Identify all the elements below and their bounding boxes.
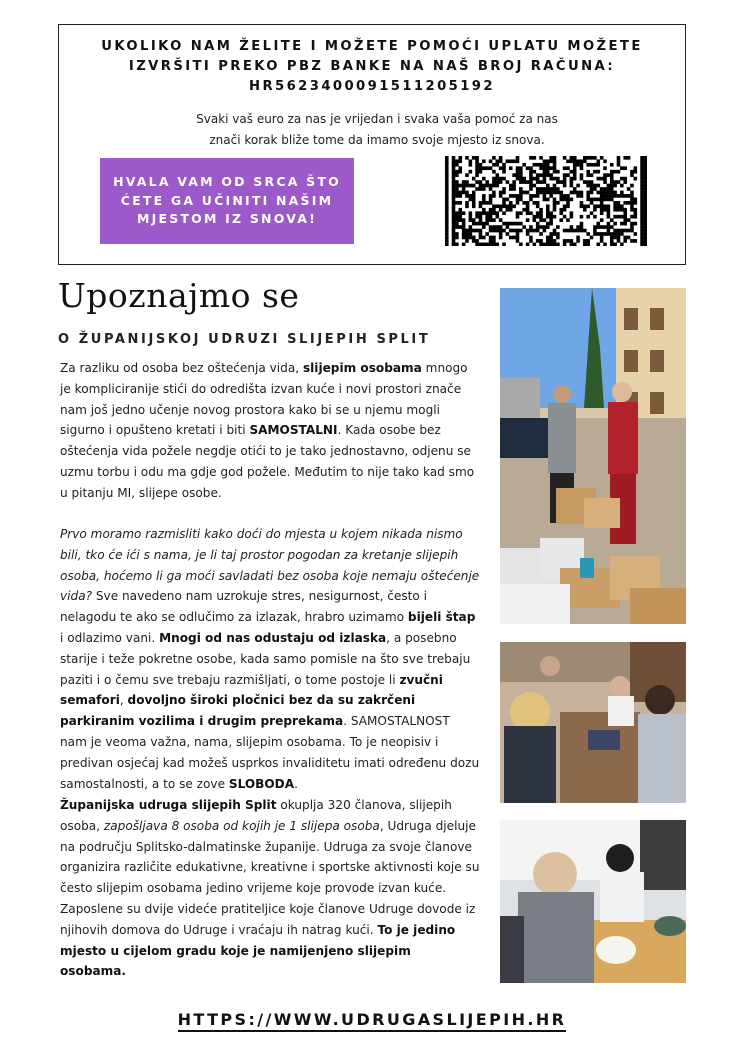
website-url-text[interactable]: HTTPS://WWW.UDRUGASLIJEPIH.HR — [178, 1010, 567, 1032]
text-run: . Kada osobe bez oštećenja vida požele negdje otići to je tako jednostavno, odjenu se uzmu torbu i odu ma gdje god požele. Međutim to nije tako kad smo u pitanju MI, slijepe osobe. — [60, 423, 475, 500]
thanks-line: MJESTOM IZ SNOVA! — [137, 211, 317, 227]
text-run: i odlazimo vani. — [60, 630, 160, 645]
text-bold: dovoljno široki pločnici bez da su zakrčeni parkiranim vozilima i drugim preprekama — [60, 693, 416, 729]
photo-members-at-table — [500, 642, 686, 803]
paragraph-association — [60, 795, 480, 982]
text-run: okuplja 320 članova, slijepih osoba, — [60, 798, 452, 833]
donation-heading-line: UKOLIKO NAM ŽELITE I MOŽETE POMOĆI UPLATU MOŽETE — [101, 39, 643, 54]
text-italic: zapošljava 8 osoba od kojih je 1 slijepa osoba — [103, 818, 380, 833]
text-run: Sve navedeno nam uzrokuje stres, nesigurnost, često i nelagodu te ako se odlučimo za izlazak, hrabro uzimamo — [60, 589, 428, 625]
text-run: . — [294, 776, 298, 791]
bank-account-number: HR5623400091511205192 — [249, 79, 495, 94]
thanks-line: HVALA VAM OD SRCA ŠTO — [113, 174, 341, 190]
paragraph-challenges — [60, 524, 480, 794]
text-bold: To je jedino mjesto u cijelom gradu koje je namijenjeno slijepim osobama. — [60, 922, 456, 979]
text-run: Za razliku od osoba bez oštećenja vida, — [60, 361, 303, 375]
donation-note: Svaki vaš euro za nas je vrijedan i svaka vaša pomoć za nas znači korak bliže tome da imamo svoje mjesto iz snova. — [196, 112, 558, 147]
text-bold: SLOBODA — [228, 776, 295, 791]
photo-volunteers-with-boxes — [500, 288, 686, 624]
text-bold: slijepim osobama — [302, 361, 422, 375]
text-bold: bijeli štap — [407, 610, 476, 625]
text-run: , Udruga djeluje na području Splitsko-dalmatinske županije. Udruga za svoje članove organizira različite edukativne, kreativne i sportske aktivnosti koje su često slijepim osobama jedino vrijeme koje provode izvan kuće. Zaposlene su dvije videće pratiteljice koje članove Udruge dovode iz njihovih domova do Udruge i vraćaju ih natrag kući. — [60, 818, 480, 937]
section-subtitle: O ŽUPANIJSKOJ UDRUZI SLIJEPIH SPLIT — [58, 332, 431, 347]
text-run: mnogo je kompliciranije stići do odredišta izvan kuće i novi prostori znače nam još jedno učenje novog prostora kako bi se u njemu mogli sigurno i opušteno kretati i biti — [60, 361, 468, 438]
thanks-banner — [100, 158, 354, 244]
page-title: Upoznajmo se — [58, 276, 300, 315]
website-url[interactable] — [0, 1010, 744, 1029]
payment-barcode — [445, 156, 647, 246]
text-bold: zvučni semafori — [60, 672, 443, 708]
text-run: , a posebno starije i teže pokretne osobe, kada samo pomisle na što sve trebaju paziti i o čemu sve trebaju razmišljati, o tome postoje li — [60, 630, 471, 687]
photo-knitting-workshop — [500, 820, 686, 983]
text-bold: Županijska udruga slijepih Split — [60, 798, 277, 812]
thanks-line: ĆETE GA UČINITI NAŠIM — [120, 192, 334, 208]
donation-heading — [59, 37, 685, 97]
text-italic: Prvo moramo razmisliti kako doći do mjesta u kojem nikada nismo bili, tko će ići s nama, je li taj prostor pogodan za kretanje slijepih osoba, hoćemo li ga moći savladati bez osoba koje nemaju oštećenje vida? — [60, 527, 480, 604]
paragraph-intro — [60, 358, 480, 504]
donation-box — [58, 24, 686, 265]
text-bold: SAMOSTALNI — [249, 423, 338, 438]
donation-heading-line: IZVRŠITI PREKO PBZ BANKE NA NAŠ BROJ RAČUNA: — [128, 59, 616, 74]
text-bold: Mnogi od nas odustaju od izlaska — [159, 630, 387, 645]
text-run: , — [119, 693, 128, 708]
text-run: . SAMOSTALNOST nam je veoma važna, nama, slijepim osobama. To je neopisiv i predivan osjećaj kad možeš usprkos invaliditetu imati određenu dozu samostalnosti, a to se zove — [60, 714, 480, 791]
